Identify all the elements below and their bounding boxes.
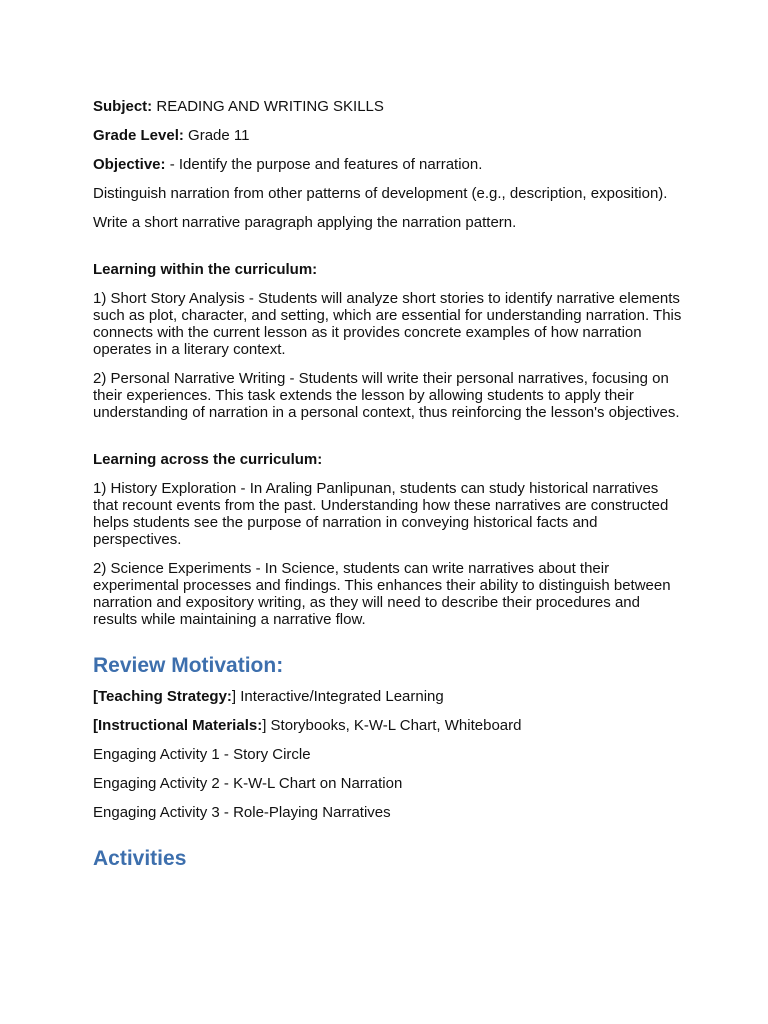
objective-label: Objective: (93, 156, 166, 173)
objective-extra-1: Distinguish narration from other patterns of development (e.g., description, exposition). (93, 185, 668, 202)
engaging-activity-3: Engaging Activity 3 - Role-Playing Narratives (93, 804, 391, 821)
spacer (93, 433, 683, 451)
grade-level-line (93, 127, 683, 144)
subject-label: Subject: (93, 98, 153, 115)
teaching-strategy-close: ] (231, 688, 237, 705)
instructional-materials-close: ] (262, 717, 267, 734)
objective-line (93, 156, 683, 173)
engaging-activity-2: Engaging Activity 2 - K-W-L Chart on Narration (93, 775, 403, 792)
engaging-activity-1: Engaging Activity 1 - Story Circle (93, 746, 311, 763)
instructional-materials-line (93, 717, 683, 734)
instructional-materials-label: Instructional Materials: (98, 717, 263, 734)
learning-within-title: Learning within the curriculum: (93, 261, 318, 278)
learning-across-title: Learning across the curriculum: (93, 451, 323, 468)
teaching-strategy-open: [ (93, 688, 98, 705)
subject-value: READING AND WRITING SKILLS (152, 98, 384, 115)
spacer (93, 640, 683, 654)
grade-level-label: Grade Level: (93, 127, 184, 144)
activities-heading: Activities (93, 847, 187, 870)
instructional-materials-open: [ (93, 717, 98, 734)
instructional-materials-value: Storybooks, K-W-L Chart, Whiteboard (266, 717, 522, 734)
learning-within-item-1: 1) Short Story Analysis - Students will analyze short stories to identify narrative elements such as plot, character, and setting, which are essential for understanding narration. This connects with the current lesson as it provides concrete examples of how narration operates in a literary context. (93, 290, 682, 358)
review-motivation-heading: Review Motivation: (93, 654, 284, 677)
learning-across-item-1: 1) History Exploration - In Araling Panlipunan, students can study historical narratives that recount events from the past. Understanding how these narratives are constructed helps students see the purpose of narration in conveying historical facts and perspectives. (93, 480, 669, 548)
objective-value: - Identify the purpose and features of narration. (165, 156, 483, 173)
learning-across-item-2: 2) Science Experiments - In Science, students can write narratives about their experimental processes and findings. This enhances their ability to distinguish between narration and expository writing, as they will need to describe their procedures and results while maintaining a narrative flow. (93, 560, 671, 628)
objective-extra-2: Write a short narrative paragraph applying the narration pattern. (93, 214, 517, 231)
teaching-strategy-line (93, 688, 683, 705)
spacer (93, 243, 683, 261)
spacer (93, 833, 683, 847)
teaching-strategy-value: Interactive/Integrated Learning (236, 688, 444, 705)
grade-level-value: Grade 11 (183, 127, 250, 144)
learning-within-item-2: 2) Personal Narrative Writing - Students will write their personal narratives, focusing on their experiences. This task extends the lesson by allowing students to apply their understanding of narration in a personal context, thus reinforcing the lesson's objectives. (93, 370, 680, 421)
teaching-strategy-label: Teaching Strategy: (98, 688, 232, 705)
document-page (93, 98, 683, 881)
subject-line (93, 98, 683, 115)
